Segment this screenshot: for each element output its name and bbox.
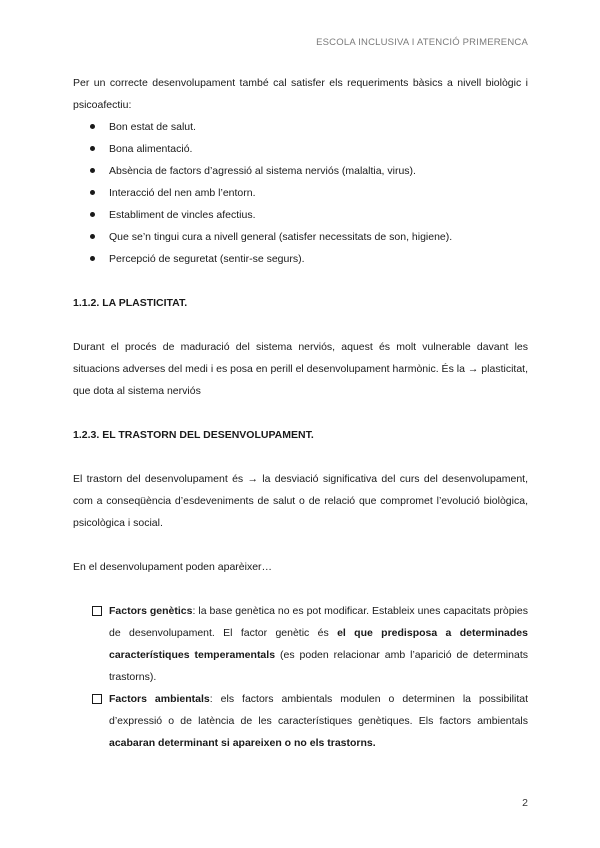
factor-item-environmental: Factors ambientals: els factors ambientals modulen o determinen la possibilitat d’expressió o de latència de les característiques genètiques. Els factors ambientals acabaran determinant si apareixen o no els trastorns.	[92, 688, 528, 754]
running-header: ESCOLA INCLUSIVA I ATENCIÓ PRIMERENCA	[316, 37, 528, 48]
list-item: Bon estat de salut.	[73, 116, 528, 138]
bullet-icon	[90, 168, 95, 173]
list-item: Percepció de seguretat (sentir-se segurs).	[73, 248, 528, 270]
list-item: Bona alimentació.	[73, 138, 528, 160]
list-item: Absència de factors d’agressió al sistema nerviós (malaltia, virus).	[73, 160, 528, 182]
factor-item-genetic: Factors genètics: la base genètica no es pot modificar. Estableix unes capacitats pròpies de desenvolupament. El factor genètic és el que predisposa a determinades característiques temperamentals (es poden relacionar amb l’aparició de determinats trastorns).	[92, 600, 528, 688]
bullet-icon	[90, 234, 95, 239]
section-heading-plasticitat: 1.1.2. LA PLASTICITAT.	[73, 297, 188, 309]
bullet-icon	[90, 124, 95, 129]
plasticitat-paragraph: Durant el procés de maduració del sistema nerviós, aquest és molt vulnerable davant les situacions adverses del medi i es posa en perill el desenvolupament harmònic. És la → plasticitat, que dota al sistema nerviós	[73, 341, 528, 397]
list-item: Interacció del nen amb l’entorn.	[73, 182, 528, 204]
lead-sentence: En el desenvolupament poden aparèixer…	[73, 561, 273, 573]
list-item: Establiment de vincles afectius.	[73, 204, 528, 226]
bullet-icon	[90, 256, 95, 261]
bullet-icon	[90, 146, 95, 151]
checkbox-icon	[92, 606, 102, 616]
factors-checklist	[92, 600, 528, 754]
intro-paragraph: Per un correcte desenvolupament també cal satisfer els requeriments bàsics a nivell biològic i psicoafectiu:	[73, 77, 528, 111]
bullet-icon	[90, 212, 95, 217]
section-heading-trastorn: 1.2.3. EL TRASTORN DEL DESENVOLUPAMENT.	[73, 429, 314, 441]
requirements-list	[73, 116, 528, 270]
list-item: Que se’n tingui cura a nivell general (satisfer necessitats de son, higiene).	[73, 226, 528, 248]
checkbox-icon	[92, 694, 102, 704]
trastorn-paragraph: El trastorn del desenvolupament és → la desviació significativa del curs del desenvolupament, com a conseqüència d’esdeveniments de salut o de relació que compromet l’evolució biològica, psicològica i social.	[73, 473, 528, 529]
page-body	[73, 72, 528, 754]
page-number: 2	[522, 797, 528, 809]
bullet-icon	[90, 190, 95, 195]
